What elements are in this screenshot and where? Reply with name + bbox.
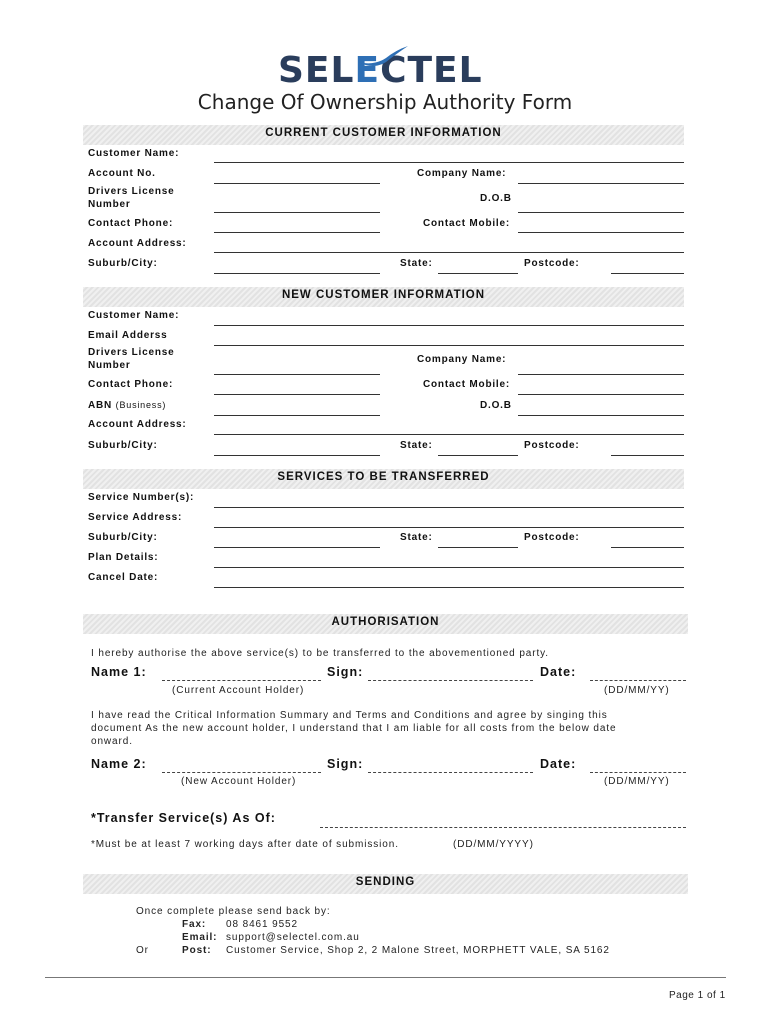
cancel-date-label: Cancel Date: (88, 572, 159, 583)
new-state-label: State: (400, 440, 433, 451)
plan-details-label: Plan Details: (88, 552, 159, 563)
selectel-logo: SELECTEL (278, 50, 483, 91)
current-drivers-license-label: Drivers License (88, 186, 175, 197)
page-title: Change Of Ownership Authority Form (197, 90, 573, 114)
current-contact-phone-label: Contact Phone: (88, 218, 174, 229)
page-number: Page 1 of 1 (669, 990, 726, 1001)
current-suburb-field[interactable] (214, 273, 380, 274)
statement2-line3: onward. (91, 736, 133, 747)
current-contact-mobile-field[interactable] (518, 232, 684, 233)
transfer-as-of-field[interactable] (320, 827, 686, 828)
services-state-field[interactable] (438, 547, 518, 548)
new-abn-label: ABN (Business) (88, 400, 167, 411)
sign1-field[interactable] (368, 680, 533, 681)
post-label: Post: (182, 945, 212, 956)
sign1-label: Sign: (327, 665, 364, 679)
current-company-name-field[interactable] (518, 183, 684, 184)
footer-divider (45, 977, 726, 978)
current-account-no-label: Account No. (88, 168, 156, 179)
new-suburb-field[interactable] (214, 455, 380, 456)
current-dob-field[interactable] (518, 212, 684, 213)
service-address-field[interactable] (214, 527, 684, 528)
current-holder-caption: (Current Account Holder) (172, 685, 305, 696)
date1-label: Date: (540, 665, 577, 679)
new-drivers-license-label: Drivers License (88, 347, 175, 358)
transfer-as-of-label: *Transfer Service(s) As Of: (91, 811, 276, 825)
current-postcode-label: Postcode: (524, 258, 580, 269)
current-state-label: State: (400, 258, 433, 269)
date1-format-caption: (DD/MM/YY) (604, 685, 670, 696)
current-dob-label: D.O.B (480, 193, 512, 204)
new-customer-name-field[interactable] (214, 325, 684, 326)
current-customer-name-field[interactable] (214, 162, 684, 163)
authorisation-statement: I hereby authorise the above service(s) to be transferred to the abovementioned party. (91, 648, 549, 659)
name2-field[interactable] (162, 772, 321, 773)
new-postcode-field[interactable] (611, 455, 684, 456)
current-customer-name-label: Customer Name: (88, 148, 180, 159)
new-contact-phone-field[interactable] (214, 394, 380, 395)
current-contact-phone-field[interactable] (214, 232, 380, 233)
sending-intro: Once complete please send back by: (136, 906, 331, 917)
current-account-address-field[interactable] (214, 252, 684, 253)
or-label: Or (136, 945, 149, 956)
new-customer-name-label: Customer Name: (88, 310, 180, 321)
new-suburb-label: Suburb/City: (88, 440, 158, 451)
must-note: *Must be at least 7 working days after date of submission. (91, 839, 399, 850)
sign2-label: Sign: (327, 757, 364, 771)
service-numbers-label: Service Number(s): (88, 492, 195, 503)
sign2-field[interactable] (368, 772, 533, 773)
new-contact-phone-label: Contact Phone: (88, 379, 174, 390)
services-suburb-label: Suburb/City: (88, 532, 158, 543)
new-postcode-label: Postcode: (524, 440, 580, 451)
new-account-address-field[interactable] (214, 434, 684, 435)
date2-field[interactable] (590, 772, 686, 773)
current-drivers-license-field[interactable] (214, 212, 380, 213)
new-dob-label: D.O.B (480, 400, 512, 411)
services-suburb-field[interactable] (214, 547, 380, 548)
name1-field[interactable] (162, 680, 321, 681)
current-customer-header: CURRENT CUSTOMER INFORMATION (83, 125, 684, 145)
services-postcode-field[interactable] (611, 547, 684, 548)
date2-label: Date: (540, 757, 577, 771)
services-postcode-label: Postcode: (524, 532, 580, 543)
new-contact-mobile-label: Contact Mobile: (423, 379, 510, 390)
current-account-address-label: Account Address: (88, 238, 187, 249)
sending-header: SENDING (83, 874, 688, 894)
new-email-field[interactable] (214, 345, 684, 346)
new-account-address-label: Account Address: (88, 419, 187, 430)
fax-value: 08 8461 9552 (226, 919, 298, 930)
new-holder-caption: (New Account Holder) (181, 776, 297, 787)
statement2-line2: document As the new account holder, I understand that I am liable for all costs from the below date (91, 723, 617, 734)
current-number-label: Number (88, 199, 131, 210)
email-value[interactable]: support@selectel.com.au (226, 932, 360, 943)
current-postcode-field[interactable] (611, 273, 684, 274)
new-abn-sub: (Business) (115, 400, 167, 410)
services-state-label: State: (400, 532, 433, 543)
service-numbers-field[interactable] (214, 507, 684, 508)
new-company-name-field[interactable] (518, 374, 684, 375)
new-number-label: Number (88, 360, 131, 371)
service-address-label: Service Address: (88, 512, 183, 523)
authorisation-header: AUTHORISATION (83, 614, 688, 634)
email-label: Email: (182, 932, 218, 943)
current-contact-mobile-label: Contact Mobile: (423, 218, 510, 229)
new-contact-mobile-field[interactable] (518, 394, 684, 395)
current-suburb-label: Suburb/City: (88, 258, 158, 269)
current-state-field[interactable] (438, 273, 518, 274)
logo-swoosh-icon (356, 44, 410, 68)
name1-label: Name 1: (91, 665, 147, 679)
statement2-line1: I have read the Critical Information Summary and Terms and Conditions and agree by singing this (91, 710, 608, 721)
name2-label: Name 2: (91, 757, 147, 771)
cancel-date-field[interactable] (214, 587, 684, 588)
transfer-date-format: (DD/MM/YYYY) (453, 839, 534, 850)
new-drivers-license-field[interactable] (214, 374, 380, 375)
new-company-name-label: Company Name: (417, 354, 507, 365)
date2-format-caption: (DD/MM/YY) (604, 776, 670, 787)
new-abn-field[interactable] (214, 415, 380, 416)
current-account-no-field[interactable] (214, 183, 380, 184)
current-company-name-label: Company Name: (417, 168, 507, 179)
new-dob-field[interactable] (518, 415, 684, 416)
post-value: Customer Service, Shop 2, 2 Malone Street, MORPHETT VALE, SA 5162 (226, 945, 610, 956)
plan-details-field[interactable] (214, 567, 684, 568)
new-state-field[interactable] (438, 455, 518, 456)
services-header: SERVICES TO BE TRANSFERRED (83, 469, 684, 489)
new-email-label: Email Adderss (88, 330, 168, 341)
fax-label: Fax: (182, 919, 207, 930)
date1-field[interactable] (590, 680, 686, 681)
new-customer-header: NEW CUSTOMER INFORMATION (83, 287, 684, 307)
